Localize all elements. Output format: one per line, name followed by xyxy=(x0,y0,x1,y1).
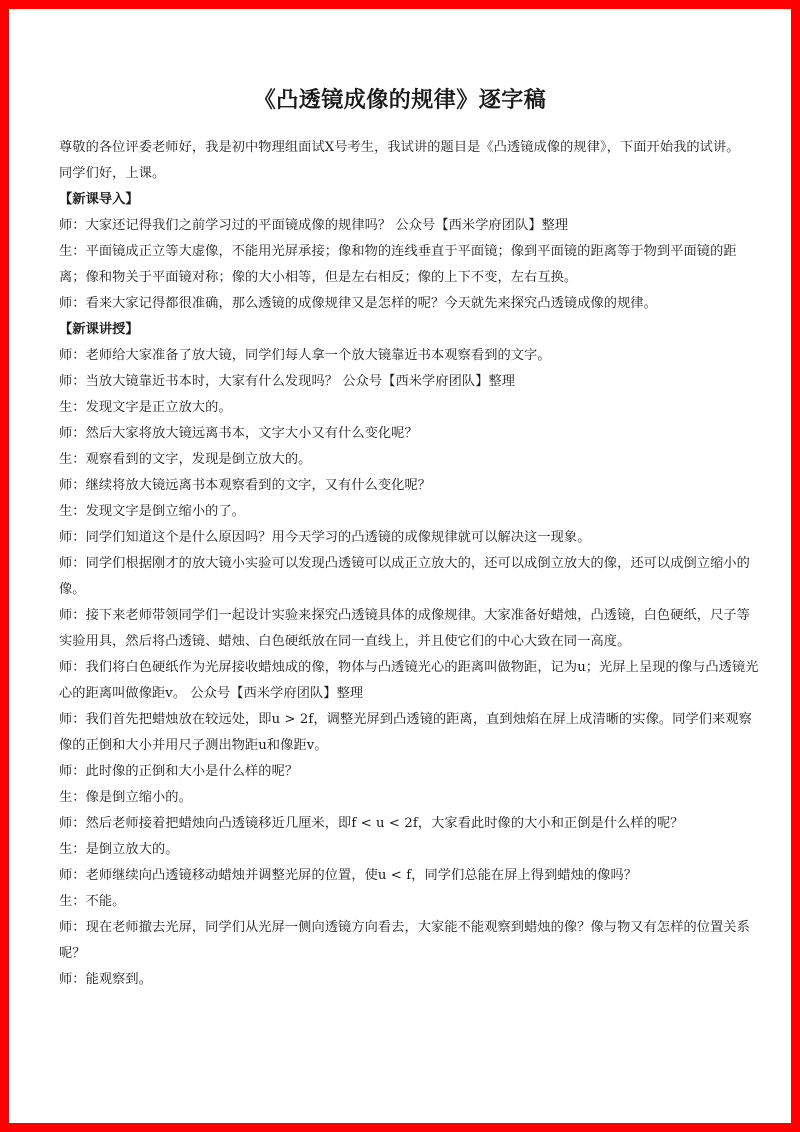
paragraph-dialogue: 师：此时像的正倒和大小是什么样的呢？ xyxy=(59,764,299,779)
paragraph-dialogue: 师：然后老师接着把蜡烛向凸透镜移近几厘米，即f < u < 2f，大家看此时像的大小和正倒是什么样的呢？ xyxy=(59,816,684,831)
paragraph-dialogue: 师：同学们根据刚才的放大镜小实验可以发现凸透镜可以成正立放大的，还可以成倒立放大的像，还可以成倒立缩小的像。 xyxy=(59,556,750,597)
paragraph-dialogue: 师：老师继续向凸透镜移动蜡烛并调整光屏的位置，使u < f，同学们总能在屏上得到蜡烛的像吗？ xyxy=(59,868,638,883)
paragraph-dialogue: 师：大家还记得我们之前学习过的平面镜成像的规律吗？ 公众号【西米学府团队】整理 xyxy=(59,218,569,233)
paragraph-intro: 尊敬的各位评委老师好，我是初中物理组面试X号考生，我试讲的题目是《凸透镜成像的规律》，下面开始我的试讲。 xyxy=(59,140,740,155)
paragraph-dialogue: 师：看来大家记得都很准确，那么透镜的成像规律又是怎样的呢？今天就先来探究凸透镜成像的规律。 xyxy=(59,296,657,311)
paragraph-dialogue: 师：然后大家将放大镜远离书本，文字大小又有什么变化呢？ xyxy=(59,426,418,441)
document-title: 《凸透镜成像的规律》逐字稿 xyxy=(253,87,547,113)
paragraph-dialogue: 师：同学们知道这个是什么原因吗？用今天学习的凸透镜的成像规律就可以解决这一现象。 xyxy=(59,530,591,545)
paragraph-dialogue: 师：继续将放大镜远离书本观察看到的文字，又有什么变化呢？ xyxy=(59,478,432,493)
paragraph-dialogue: 生：观察看到的文字，发现是倒立放大的。 xyxy=(59,452,312,467)
paragraph-dialogue: 生：不能。 xyxy=(59,894,126,909)
paragraph-dialogue: 师：我们将白色硬纸作为光屏接收蜡烛成的像，物体与凸透镜光心的距离叫做物距，记为u；光屏上呈现的像与凸透镜光心的距离叫做像距v。 公众号【西米学府团队】整理 xyxy=(59,660,759,701)
paragraph-dialogue: 师：现在老师撤去光屏，同学们从光屏一侧向透镜方向看去，大家能不能观察到蜡烛的像？像与物又有怎样的位置关系呢？ xyxy=(59,920,750,961)
paragraph-dialogue: 师：我们首先把蜡烛放在较远处，即u > 2f，调整光屏到凸透镜的距离，直到烛焰在屏上成清晰的实像。同学们来观察像的正倒和大小并用尺子测出物距u和像距v。 xyxy=(59,712,752,753)
document-body xyxy=(59,135,759,993)
paragraph-dialogue: 生：是倒立放大的。 xyxy=(59,842,179,857)
paragraph-dialogue: 师：当放大镜靠近书本时，大家有什么发现吗？ 公众号【西米学府团队】整理 xyxy=(59,374,516,389)
paragraph-dialogue: 生：像是倒立缩小的。 xyxy=(59,790,192,805)
paragraph-greeting: 同学们好，上课。 xyxy=(59,166,166,181)
paragraph-dialogue: 生：发现文字是倒立缩小的了。 xyxy=(59,504,246,519)
paragraph-dialogue: 师：老师给大家准备了放大镜，同学们每人拿一个放大镜靠近书本观察看到的文字。 xyxy=(59,348,551,363)
section-heading-lesson: 【新课讲授】 xyxy=(59,322,139,337)
paragraph-dialogue: 师：接下来老师带领同学们一起设计实验来探究凸透镜具体的成像规律。大家准备好蜡烛，凸透镜，白色硬纸，尺子等实验用具，然后将凸透镜、蜡烛、白色硬纸放在同一直线上，并且使它们的中心大致在同一高度。 xyxy=(59,608,750,649)
paragraph-dialogue: 师：能观察到。 xyxy=(59,972,153,987)
section-heading-intro: 【新课导入】 xyxy=(59,192,139,207)
paragraph-dialogue: 生：平面镜成正立等大虚像，不能用光屏承接；像和物的连线垂直于平面镜；像到平面镜的距离等于物到平面镜的距离；像和物关于平面镜对称；像的大小相等，但是左右相反；像的上下不变，左右互换。 xyxy=(59,244,737,285)
paragraph-dialogue: 生：发现文字是正立放大的。 xyxy=(59,400,232,415)
